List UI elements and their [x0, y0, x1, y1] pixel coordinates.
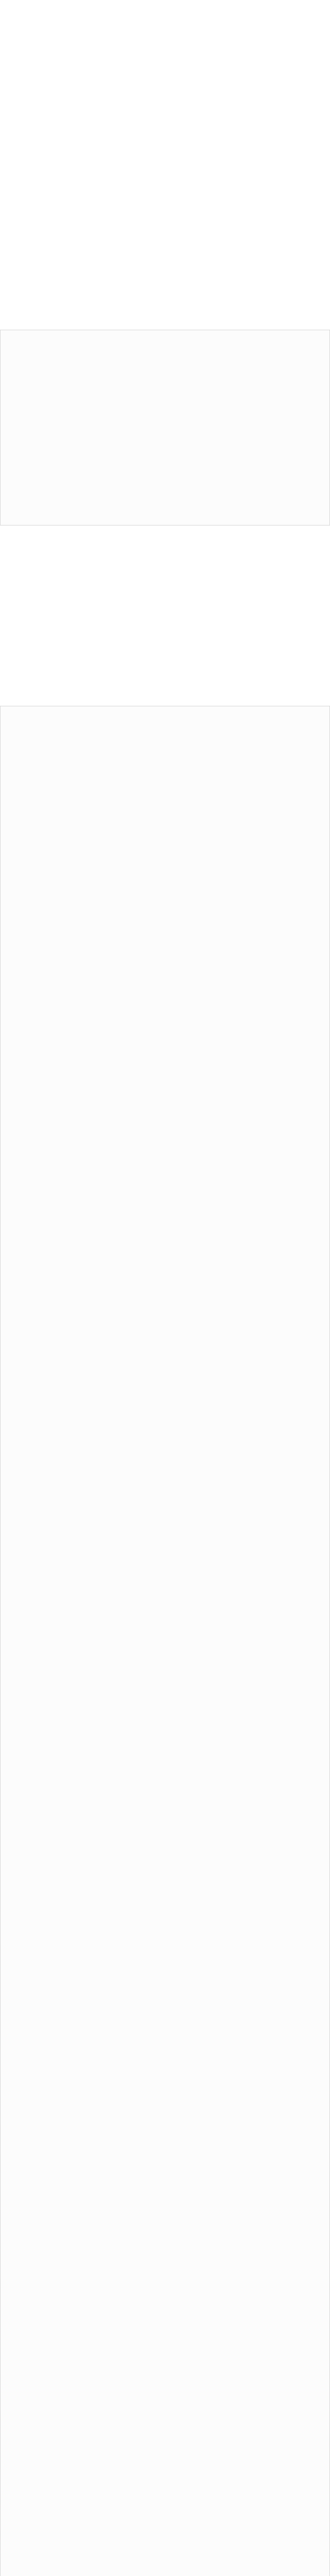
- intro-paragraph: [0, 26, 330, 34]
- intro-paragraph: [0, 18, 330, 26]
- body-paragraph: [1, 731, 329, 739]
- post-title: [0, 0, 330, 8]
- article-body: [0, 706, 330, 2576]
- body-paragraph: [1, 772, 329, 781]
- quote-paragraph: [1, 338, 329, 347]
- mid-paragraph: [0, 531, 330, 539]
- quote-paragraph: [1, 330, 329, 338]
- mid-paragraph: [0, 539, 330, 547]
- body-paragraph: [1, 715, 329, 723]
- body-paragraph: [1, 797, 329, 805]
- post-header: [0, 0, 330, 18]
- body-title: [1, 706, 329, 715]
- body-paragraph: [1, 805, 329, 814]
- body-paragraph: [1, 814, 329, 822]
- intro-section: [0, 18, 330, 327]
- body-paragraph: [1, 739, 329, 748]
- body-paragraph: [1, 789, 329, 797]
- mid-paragraph: [0, 555, 330, 564]
- intro-paragraph: [0, 34, 330, 42]
- body-paragraph: [1, 781, 329, 789]
- body-paragraph: [1, 723, 329, 731]
- mid-paragraph: [0, 547, 330, 555]
- quote-box: [0, 330, 330, 526]
- body-paragraph: [1, 764, 329, 772]
- mid-section: [0, 531, 330, 701]
- body-paragraph: [1, 748, 329, 756]
- body-paragraph: [1, 822, 329, 830]
- body-paragraph: [1, 756, 329, 764]
